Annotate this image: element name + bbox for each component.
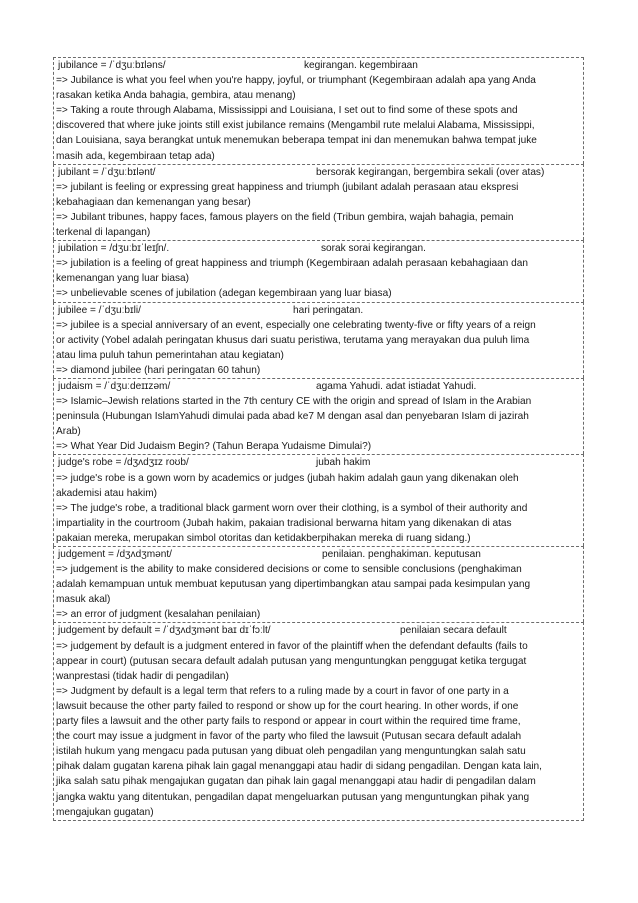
entry-line: => jubilant is feeling or expressing great happiness and triumph (jubilant adalah perasaan atau ekspresi: [56, 181, 519, 193]
entry-line: => diamond jubilee (hari peringatan 60 tahun): [56, 364, 261, 376]
entry-term: judaism = /ˈdʒuːdeɪɪzəm/: [58, 380, 171, 392]
entry-meaning: agama Yahudi. adat istiadat Yahudi.: [316, 380, 477, 392]
entry-header: [56, 303, 581, 318]
entry-term: judge's robe = /dʒʌdʒɪz roʊb/: [58, 457, 189, 469]
entry-line: adalah kemampuan untuk membuat keputusan yang dipertimbangkan atau sampai pada kesimpulan yang: [56, 579, 531, 591]
entry-line: masih ada, kegembiraan tetap ada): [56, 150, 215, 162]
entry-header: [56, 379, 581, 394]
entry-line: => Jubilance is what you feel when you're happy, joyful, or triumphant (Kegembiraan adalah apa yang Anda: [56, 75, 536, 87]
entry-line: mengajukan gugatan): [56, 806, 154, 818]
entry-line: => What Year Did Judaism Begin? (Tahun Berapa Yudaisme Dimulai?): [56, 441, 372, 453]
glossary-entry-judaism: [53, 378, 584, 454]
entry-meaning: sorak sorai kegirangan.: [321, 243, 426, 255]
entry-line: jika salah satu pihak mengajukan gugatan dan pihak lain gagal menanggapi atau hadir di pengadilan dalam: [56, 776, 536, 788]
glossary-entry-jubilance: [53, 57, 584, 164]
entry-term: judgement by default = /ˈdʒʌdʒmənt baɪ dɪˈfɔːlt/: [58, 625, 271, 637]
entry-line: pakaian mereka, merupakan simbol otoritas dan ketidakberpihakan mereka di ruang sidang.): [56, 532, 471, 544]
entry-term: jubilance = /ˈdʒuːbɪləns/: [58, 60, 166, 71]
entry-line: masuk akal): [56, 594, 111, 606]
entry-term: jubilant = /ˈdʒuːbɪlənt/: [58, 166, 156, 178]
entry-line: => unbelievable scenes of jubilation (adegan kegembiraan yang luar biasa): [56, 288, 392, 300]
entry-line: atau lima puluh tahun pemerintahan atau kegiatan): [56, 349, 284, 361]
entry-meaning: hari peringatan.: [293, 304, 364, 316]
entry-line: kemenangan yang luar biasa): [56, 273, 189, 285]
entry-line: => Judgment by default is a legal term that refers to a ruling made by a court in favor of one party in a: [56, 685, 509, 697]
entry-meaning: bersorak kegirangan, bergembira sekali (over atas): [316, 166, 545, 178]
entry-line: kebahagiaan dan kemenangan yang besar): [56, 196, 251, 208]
entry-line: rasakan ketika Anda bahagia, gembira, atau menang): [56, 90, 296, 102]
entry-line: party files a lawsuit and the other party fails to respond or appear in court within the required time frame,: [56, 716, 521, 728]
entry-header: [56, 547, 581, 562]
entry-line: => judgement by default is a judgment entered in favor of the plaintiff when the defendant defaults (fails to: [56, 640, 528, 652]
entry-header: [56, 58, 581, 73]
entry-line: => judge's robe is a gown worn by academics or judges (jubah hakim adalah gaun yang dikenakan oleh: [56, 472, 519, 484]
entry-term: jubilation = /dʒuːbɪˈleɪʃn/.: [58, 243, 170, 255]
entry-line: istilah hukum yang mengacu pada putusan yang dibuat oleh pengadilan yang menguntungkan salah satu: [56, 746, 526, 758]
entry-line: discovered that where juke joints still exist jubilance remains (Mengambil rute melalui Alabama, Mississippi,: [56, 120, 535, 132]
entry-line: => an error of judgment (kesalahan penilaian): [56, 609, 261, 621]
entry-line: dan Louisiana, saya berangkat untuk menemukan beberapa tempat ini dan menemukan bahwa tempat juke: [56, 135, 537, 147]
entry-line: Arab): [56, 426, 81, 438]
entry-term: jubilee = /ˈdʒuːbɪli/: [58, 304, 141, 316]
entry-line: jangka waktu yang ditentukan, pengadilan dapat mengeluarkan putusan yang menguntungkan pihak yang: [56, 791, 530, 803]
entry-header: [56, 623, 581, 638]
entry-meaning: kegirangan. kegembiraan: [304, 60, 418, 71]
entry-line: => jubilation is a feeling of great happiness and triumph (Kegembiraan adalah perasaan kebahagiaan dan: [56, 258, 528, 270]
glossary-page: [53, 57, 584, 821]
glossary-entry-judges-robe: [53, 454, 584, 546]
entry-line: => judgement is the ability to make considered decisions or come to sensible conclusions (penghakiman: [56, 564, 522, 576]
glossary-entry-jubilee: [53, 302, 584, 378]
entry-meaning: jubah hakim: [316, 457, 371, 469]
entry-term: judgement = /dʒʌdʒmənt/: [58, 549, 172, 560]
entry-line: terkenal di lapangan): [56, 227, 151, 239]
glossary-entry-jubilation: [53, 240, 584, 301]
entry-line: => jubilee is a special anniversary of an event, especially one celebrating twenty-five or fifty years of a reign: [56, 319, 536, 331]
entry-line: wanprestasi (tidak hadir di pengadilan): [56, 670, 229, 682]
entry-line: pihak dalam gugatan karena pihak lain gagal menanggapi atau hadir di sidang pengadilan. Dengan kata lain,: [56, 761, 542, 773]
entry-meaning: penilaian secara default: [400, 625, 507, 637]
entry-line: => Islamic–Jewish relations started in the 7th century CE with the origin and spread of Islam in the Arabian: [56, 396, 532, 408]
entry-header: [56, 165, 581, 180]
entry-line: lawsuit because the other party failed to respond or show up for the court hearing. In other words, if one: [56, 700, 519, 712]
entry-line: => The judge's robe, a traditional black garment worn over their clothing, is a symbol of their authority and: [56, 502, 528, 514]
entry-line: peninsula (Hubungan IslamYahudi dimulai pada abad ke7 M dengan asal dan penyebaran Islam di jazirah: [56, 411, 529, 423]
glossary-entry-judgement-by-default: [53, 622, 584, 820]
entry-meaning: penilaian. penghakiman. keputusan: [322, 549, 481, 560]
entry-line: akademisi atau hakim): [56, 487, 157, 499]
entry-line: the court may issue a judgment in favor of the party who filed the lawsuit (Putusan secara default adalah: [56, 731, 522, 743]
glossary-entry-judgement: [53, 546, 584, 622]
glossary-entry-jubilant: [53, 164, 584, 240]
entry-header: [56, 241, 581, 256]
entry-line: impartiality in the courtroom (Jubah hakim, pakaian tradisional berwarna hitam yang dikenakan di atas: [56, 517, 512, 529]
entry-header: [56, 455, 581, 470]
entry-line: => Taking a route through Alabama, Mississippi and Louisiana, I set out to find some of these spots and: [56, 105, 518, 117]
entry-line: or activity (Yobel adalah peringatan khusus dari suatu peristiwa, terutama yang merayakan dua puluh lima: [56, 334, 530, 346]
entry-line: appear in court) (putusan secara default adalah putusan yang menguntungkan penggugat ketika tergugat: [56, 655, 527, 667]
entry-line: => Jubilant tribunes, happy faces, famous players on the field (Tribun gembira, wajah bahagia, pemain: [56, 211, 514, 223]
